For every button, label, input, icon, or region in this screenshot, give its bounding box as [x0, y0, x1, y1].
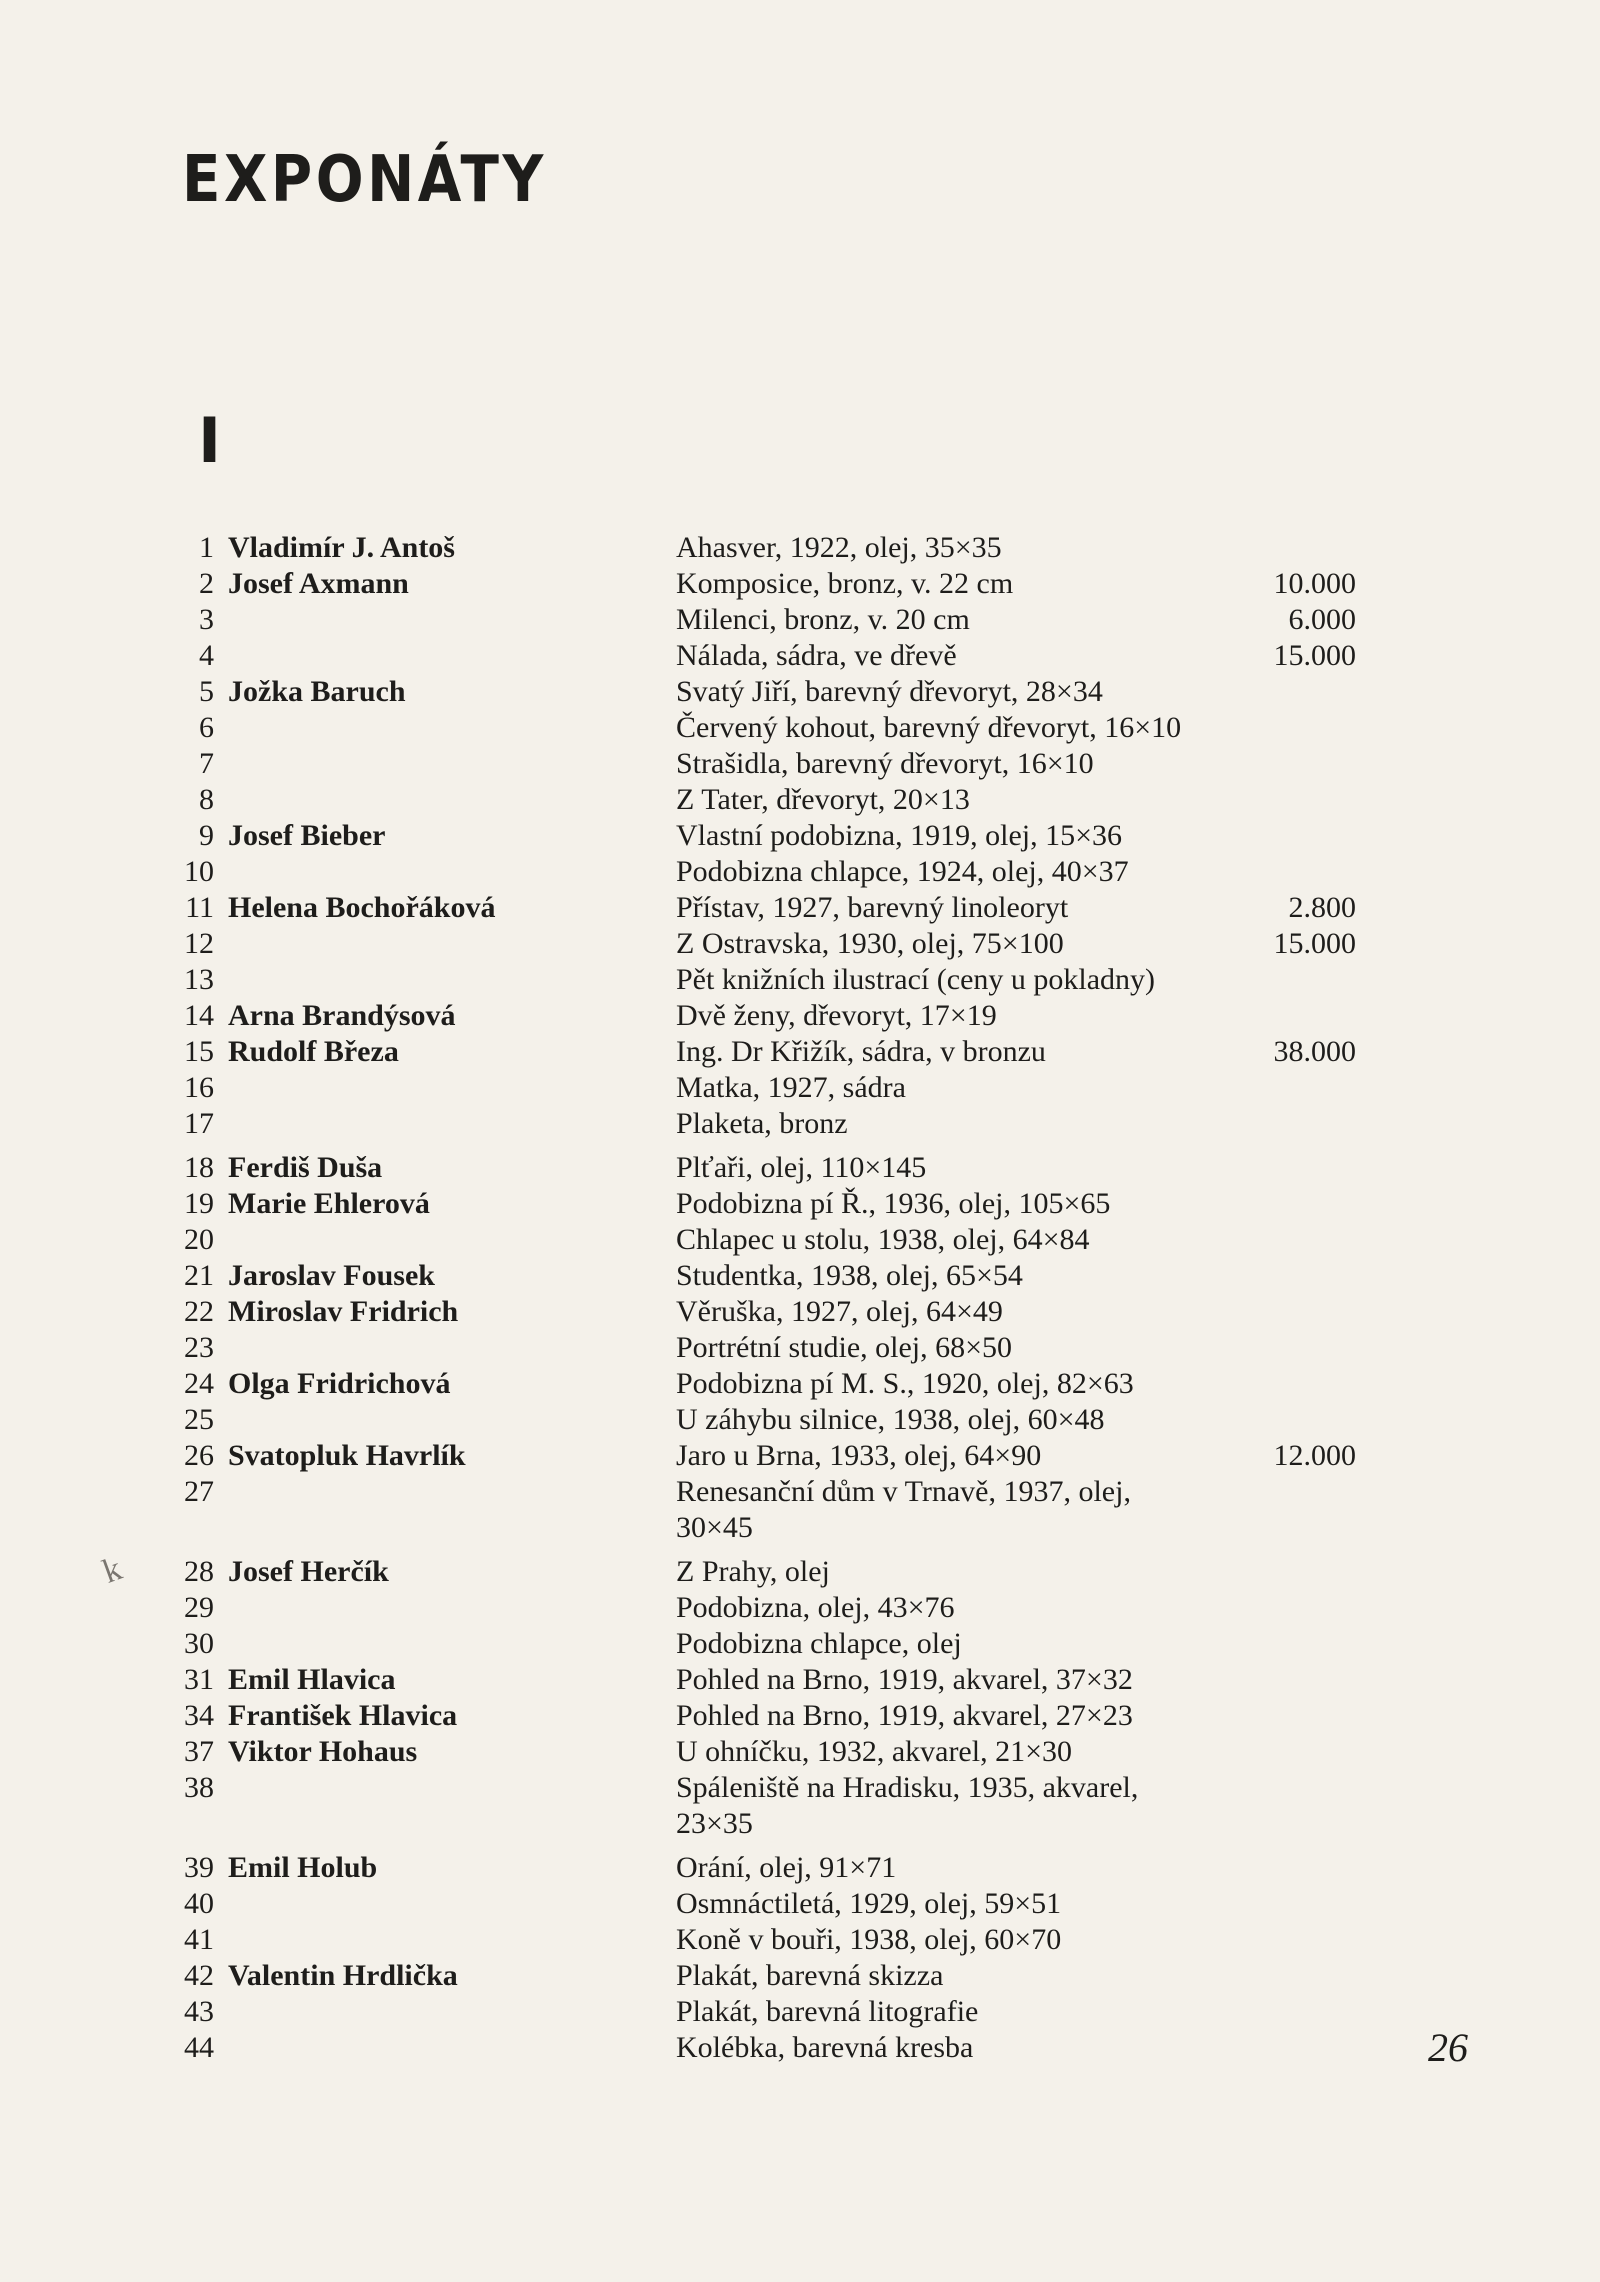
exhibit-artist: Jožka Baruch — [228, 675, 406, 708]
exhibit-row — [0, 566, 1600, 602]
page-title: EXPONÁTY — [182, 143, 547, 217]
exhibit-row — [0, 602, 1600, 638]
exhibit-work: Strašidla, barevný dřevoryt, 16×10 — [676, 747, 1094, 780]
exhibit-price: 6.000 — [1288, 603, 1356, 636]
exhibit-row — [0, 1186, 1600, 1222]
exhibit-row — [0, 890, 1600, 926]
exhibit-artist: Marie Ehlerová — [228, 1187, 430, 1220]
exhibit-work: U ohníčku, 1932, akvarel, 21×30 — [676, 1735, 1073, 1768]
exhibit-row — [0, 746, 1600, 782]
exhibit-number: 38 — [184, 1771, 214, 1804]
exhibit-row — [0, 1554, 1600, 1590]
exhibit-number: 44 — [184, 2031, 214, 2064]
exhibit-row — [0, 1330, 1600, 1366]
exhibit-row — [0, 530, 1600, 566]
exhibit-artist: Viktor Hohaus — [228, 1735, 418, 1768]
exhibit-number: 43 — [184, 1995, 214, 2028]
exhibit-work: Studentka, 1938, olej, 65×54 — [676, 1259, 1023, 1292]
exhibit-work: Svatý Jiří, barevný dřevoryt, 28×34 — [676, 675, 1103, 708]
exhibit-row — [0, 1922, 1600, 1958]
exhibit-work: Dvě ženy, dřevoryt, 17×19 — [676, 999, 997, 1032]
exhibit-number: 22 — [184, 1295, 214, 1328]
exhibit-row — [0, 1590, 1600, 1626]
exhibit-number: 41 — [184, 1923, 214, 1956]
exhibit-artist: Jaroslav Fousek — [228, 1259, 435, 1292]
exhibit-work: Renesanční dům v Trnavě, 1937, olej, — [676, 1475, 1131, 1508]
exhibit-number: 21 — [184, 1259, 214, 1292]
exhibit-number: 5 — [199, 675, 214, 708]
exhibit-number: 34 — [184, 1699, 214, 1732]
exhibit-number: 11 — [185, 891, 214, 924]
exhibit-row — [0, 1958, 1600, 1994]
exhibit-row — [0, 1070, 1600, 1106]
exhibit-work: Podobizna pí M. S., 1920, olej, 82×63 — [676, 1367, 1134, 1400]
exhibit-work: Vlastní podobizna, 1919, olej, 15×36 — [676, 819, 1123, 852]
exhibit-row — [0, 1806, 1600, 1842]
exhibit-number: 15 — [184, 1035, 214, 1068]
exhibit-row — [0, 638, 1600, 674]
exhibit-work: Nálada, sádra, ve dřevě — [676, 639, 957, 672]
exhibit-number: 42 — [184, 1959, 214, 1992]
exhibit-artist: František Hlavica — [228, 1699, 458, 1732]
page-number: 26 — [1428, 2025, 1468, 2070]
exhibit-work: Červený kohout, barevný dřevoryt, 16×10 — [676, 711, 1182, 744]
exhibit-work: Podobizna chlapce, olej — [676, 1627, 962, 1660]
exhibit-row — [0, 926, 1600, 962]
exhibit-number: 4 — [199, 639, 214, 672]
exhibit-price: 12.000 — [1273, 1439, 1356, 1472]
exhibit-work: Podobizna pí Ř., 1936, olej, 105×65 — [676, 1187, 1111, 1220]
exhibit-number: 24 — [184, 1367, 214, 1400]
exhibit-work: Plaketa, bronz — [676, 1107, 848, 1140]
exhibit-row — [0, 1662, 1600, 1698]
exhibit-number: 23 — [184, 1331, 214, 1364]
exhibit-number: 12 — [184, 927, 214, 960]
exhibit-number: 25 — [184, 1403, 214, 1436]
exhibit-number: 20 — [184, 1223, 214, 1256]
exhibit-artist: Valentin Hrdlička — [228, 1959, 458, 1992]
exhibit-price: 15.000 — [1273, 927, 1356, 960]
exhibit-work: Pohled na Brno, 1919, akvarel, 27×23 — [676, 1699, 1133, 1732]
exhibit-row — [0, 1850, 1600, 1886]
exhibit-number: 19 — [184, 1187, 214, 1220]
exhibit-list — [0, 530, 1600, 2066]
exhibit-price: 10.000 — [1273, 567, 1356, 600]
exhibit-row — [0, 1294, 1600, 1330]
exhibit-artist: Emil Hlavica — [228, 1663, 396, 1696]
exhibit-number: 16 — [184, 1071, 214, 1104]
exhibit-artist: Rudolf Březa — [228, 1035, 399, 1068]
exhibit-row — [0, 1994, 1600, 2030]
section-heading: I — [198, 404, 222, 477]
exhibit-row — [0, 998, 1600, 1034]
exhibit-number: 30 — [184, 1627, 214, 1660]
exhibit-row — [0, 1698, 1600, 1734]
exhibit-work: U záhybu silnice, 1938, olej, 60×48 — [676, 1403, 1105, 1436]
exhibit-number: 3 — [199, 603, 214, 636]
exhibit-price: 38.000 — [1273, 1035, 1356, 1068]
exhibit-number: 29 — [184, 1591, 214, 1624]
exhibit-work: Z Ostravska, 1930, olej, 75×100 — [676, 927, 1064, 960]
exhibit-work: Pět knižních ilustrací (ceny u pokladny) — [676, 963, 1156, 996]
exhibit-number: 40 — [184, 1887, 214, 1920]
exhibit-number: 7 — [199, 747, 214, 780]
exhibit-row — [0, 1770, 1600, 1806]
exhibit-work: Milenci, bronz, v. 20 cm — [676, 603, 970, 636]
exhibit-artist: Olga Fridrichová — [228, 1367, 451, 1400]
exhibit-work: Matka, 1927, sádra — [676, 1071, 906, 1104]
exhibit-row — [0, 1106, 1600, 1142]
exhibit-number: 9 — [199, 819, 214, 852]
exhibit-artist: Josef Bieber — [228, 819, 386, 852]
exhibit-row — [0, 1366, 1600, 1402]
exhibit-row — [0, 1438, 1600, 1474]
exhibit-work: Z Prahy, olej — [676, 1555, 830, 1588]
exhibit-number: 39 — [184, 1851, 214, 1884]
exhibit-row — [0, 782, 1600, 818]
exhibit-artist: Josef Herčík — [228, 1555, 389, 1588]
exhibit-work: Z Tater, dřevoryt, 20×13 — [676, 783, 970, 816]
exhibit-row — [0, 710, 1600, 746]
exhibit-number: 31 — [184, 1663, 214, 1696]
exhibit-work: Osmnáctiletá, 1929, olej, 59×51 — [676, 1887, 1062, 1920]
exhibit-work: Kolébka, barevná kresba — [676, 2031, 974, 2064]
exhibit-price: 2.800 — [1288, 891, 1356, 924]
exhibit-work: Ing. Dr Křižík, sádra, v bronzu — [676, 1035, 1046, 1068]
margin-mark: k — [98, 1550, 127, 1591]
exhibit-number: 27 — [184, 1475, 214, 1508]
exhibit-row — [0, 1222, 1600, 1258]
exhibit-work: Ahasver, 1922, olej, 35×35 — [676, 531, 1002, 564]
exhibit-number: 6 — [199, 711, 214, 744]
exhibit-number: 1 — [199, 531, 214, 564]
exhibit-number: 37 — [184, 1735, 214, 1768]
exhibit-number: 10 — [184, 855, 214, 888]
exhibit-work: 30×45 — [676, 1511, 753, 1544]
exhibit-row — [0, 1886, 1600, 1922]
exhibit-number: 17 — [184, 1107, 214, 1140]
exhibit-work: Podobizna, olej, 43×76 — [676, 1591, 955, 1624]
exhibit-work: Věruška, 1927, olej, 64×49 — [676, 1295, 1003, 1328]
exhibit-work: Podobizna chlapce, 1924, olej, 40×37 — [676, 855, 1129, 888]
exhibit-number: 28 — [184, 1555, 214, 1588]
exhibit-row — [0, 1510, 1600, 1546]
exhibit-artist: Miroslav Fridrich — [228, 1295, 459, 1328]
exhibit-row — [0, 818, 1600, 854]
exhibit-work: Koně v bouři, 1938, olej, 60×70 — [676, 1923, 1062, 1956]
exhibit-row — [0, 1150, 1600, 1186]
exhibit-work: Plakát, barevná skizza — [676, 1959, 944, 1992]
exhibit-artist: Helena Bochořáková — [228, 891, 496, 924]
exhibit-row — [0, 1258, 1600, 1294]
exhibit-row — [0, 1402, 1600, 1438]
exhibit-artist: Svatopluk Havrlík — [228, 1439, 466, 1472]
exhibit-artist: Josef Axmann — [228, 567, 409, 600]
exhibit-number: 2 — [199, 567, 214, 600]
exhibit-number: 18 — [184, 1151, 214, 1184]
exhibit-number: 14 — [184, 999, 214, 1032]
exhibit-row — [0, 854, 1600, 890]
exhibit-number: 8 — [199, 783, 214, 816]
exhibit-work: Spáleniště na Hradisku, 1935, akvarel, — [676, 1771, 1139, 1804]
exhibit-row — [0, 674, 1600, 710]
exhibit-work: Jaro u Brna, 1933, olej, 64×90 — [676, 1439, 1042, 1472]
exhibit-work: Chlapec u stolu, 1938, olej, 64×84 — [676, 1223, 1090, 1256]
exhibit-work: Orání, olej, 91×71 — [676, 1851, 897, 1884]
exhibit-artist: Arna Brandýsová — [228, 999, 456, 1032]
exhibit-work: Portrétní studie, olej, 68×50 — [676, 1331, 1013, 1364]
exhibit-work: Pohled na Brno, 1919, akvarel, 37×32 — [676, 1663, 1133, 1696]
exhibit-work: Komposice, bronz, v. 22 cm — [676, 567, 1014, 600]
exhibit-number: 26 — [184, 1439, 214, 1472]
exhibit-work: 23×35 — [676, 1807, 753, 1840]
exhibit-artist: Ferdiš Duša — [228, 1151, 383, 1184]
exhibit-work: Plakát, barevná litografie — [676, 1995, 979, 2028]
exhibit-price: 15.000 — [1273, 639, 1356, 672]
exhibit-work: Plťaři, olej, 110×145 — [676, 1151, 927, 1184]
exhibit-row — [0, 1734, 1600, 1770]
exhibit-row — [0, 1474, 1600, 1510]
exhibit-row — [0, 2030, 1600, 2066]
exhibit-row — [0, 1626, 1600, 1662]
exhibit-work: Přístav, 1927, barevný linoleoryt — [676, 891, 1069, 924]
exhibit-row — [0, 1034, 1600, 1070]
exhibit-artist: Vladimír J. Antoš — [228, 531, 455, 564]
exhibit-row — [0, 962, 1600, 998]
exhibit-number: 13 — [184, 963, 214, 996]
exhibit-artist: Emil Holub — [228, 1851, 378, 1884]
